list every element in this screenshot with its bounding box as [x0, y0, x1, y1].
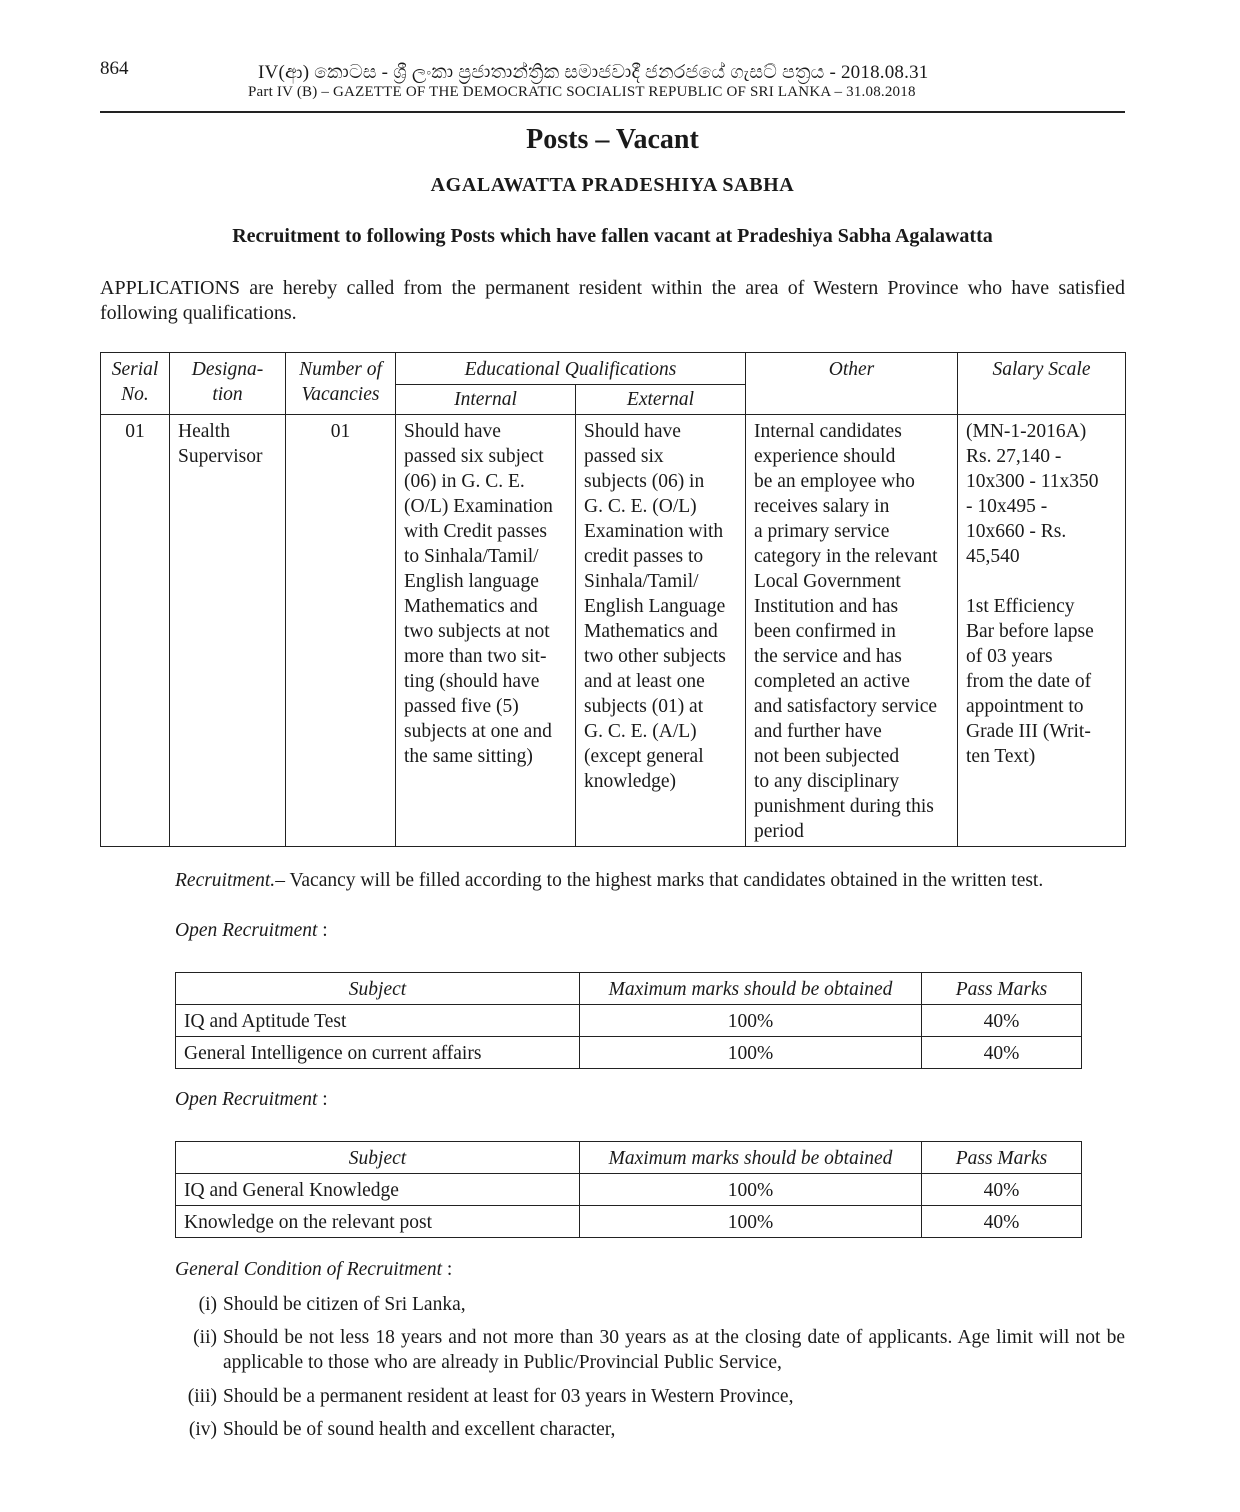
recruitment-note — [175, 870, 1043, 892]
header-external: External — [576, 385, 746, 415]
cell-internal-qualification: Should have passed six subject (06) in G. C. E. (O/L) Examination with Credit passes to Sinhala/Tamil/ English language Mathematics and two subjects at not more than two sit- ting (should have passed five (5) subjects at one and the same sitting) — [396, 415, 576, 847]
cell-serial: 01 — [101, 415, 170, 847]
open-recruitment-label-colon: : — [317, 920, 328, 941]
intro-paragraph: APPLICATIONS are hereby called from the permanent resident within the area of Western Province who have satisfied following qualifications. — [100, 277, 1125, 324]
cell-pass-marks: 40% — [922, 1174, 1082, 1206]
authority-name: AGALAWATTA PRADESHIYA SABHA — [430, 174, 795, 196]
open-recruitment-label — [175, 1089, 328, 1111]
header-english-line: Part IV (B) – GAZETTE OF THE DEMOCRATIC SOCIALIST REPUBLIC OF SRI LANKA – 31.08.2018 — [248, 84, 916, 100]
cell-vacancies: 01 — [286, 415, 396, 847]
open-recruitment-label — [175, 920, 328, 942]
list-item-text: Should be of sound health and excellent character, — [223, 1419, 616, 1440]
cell-pass-marks: 40% — [922, 1005, 1082, 1037]
header-educational-qualifications: Educational Qualifications — [396, 353, 746, 385]
cell-maximum-marks: 100% — [580, 1174, 922, 1206]
header-subject: Subject — [176, 1142, 580, 1174]
table-row — [176, 1005, 1082, 1037]
recruitment-heading: Recruitment to following Posts which have fallen vacant at Pradeshiya Sabha Agalawatta — [232, 225, 993, 247]
list-item-text: Should be not less 18 years and not more than 30 years as at the closing date of applicants. Age limit will not be applicable to those who are already in Public/Provincial Public Service, — [223, 1327, 1125, 1373]
general-conditions-label — [175, 1259, 452, 1281]
page-number: 864 — [100, 58, 129, 79]
list-item-text: Should be a permanent resident at least for 03 years in Western Province, — [223, 1386, 794, 1407]
cell-subject: IQ and General Knowledge — [176, 1174, 580, 1206]
cell-salary-scale: (MN-1-2016A) Rs. 27,140 - 10x300 - 11x350 - 10x495 - 10x660 - Rs. 45,540 1st Efficiency Bar before lapse of 03 years from the date of appointment to Grade III (Writ- ten Text) — [958, 415, 1126, 847]
cell-maximum-marks: 100% — [580, 1037, 922, 1069]
header-pass-marks: Pass Marks — [922, 973, 1082, 1005]
list-item-number: (iii) — [187, 1386, 217, 1407]
recruitment-note-label: Recruitment. — [175, 870, 276, 891]
marks-table — [175, 1141, 1082, 1238]
header-divider — [100, 111, 1125, 113]
list-item-number: (iv) — [188, 1419, 217, 1440]
cell-maximum-marks: 100% — [580, 1005, 922, 1037]
header-sinhala-line: IV(ආ) කොටස - ශ්‍රී ලංකා ප්‍රජාතාන්ත්‍රික සමාජවාදී ජනරජයේ ගැසට් පත්‍රය - 2018.08.31 — [258, 62, 929, 83]
general-conditions-label-text: General Condition of Recruitment — [175, 1259, 443, 1280]
cell-maximum-marks: 100% — [580, 1206, 922, 1238]
cell-other: Internal candidates experience should be an employee who receives salary in a primary service category in the relevant Local Government Institution and has been confirmed in the service and has completed an active and satisfactory service and further have not been subjected to any disciplinary punishment during this period — [746, 415, 958, 847]
cell-pass-marks: 40% — [922, 1037, 1082, 1069]
cell-subject: IQ and Aptitude Test — [176, 1005, 580, 1037]
header-other: Other — [746, 353, 958, 415]
table-row — [176, 1206, 1082, 1238]
section-title: Posts – Vacant — [526, 124, 699, 155]
table-row — [101, 415, 1126, 847]
list-item-text: Should be citizen of Sri Lanka, — [223, 1294, 466, 1315]
header-serial-no: Serial No. — [101, 353, 170, 415]
recruitment-note-text: – Vacancy will be filled according to the highest marks that candidates obtained in the written test. — [275, 870, 1044, 891]
list-item-number: (i) — [198, 1294, 217, 1315]
marks-table — [175, 972, 1082, 1069]
header-pass-marks: Pass Marks — [922, 1142, 1082, 1174]
table-row — [176, 1037, 1082, 1069]
header-internal: Internal — [396, 385, 576, 415]
header-maximum-marks: Maximum marks should be obtained — [580, 1142, 922, 1174]
cell-subject: Knowledge on the relevant post — [176, 1206, 580, 1238]
posts-table — [100, 352, 1126, 847]
header-designation: Designa- tion — [170, 353, 286, 415]
cell-external-qualification: Should have passed six subjects (06) in G. C. E. (O/L) Examination with credit passes to Sinhala/Tamil/ English Language Mathematics and two other subjects and at least one subjects (01) at G. C. E. (A/L) (except general knowledge) — [576, 415, 746, 847]
cell-subject: General Intelligence on current affairs — [176, 1037, 580, 1069]
header-number-of-vacancies: Number of Vacancies — [286, 353, 396, 415]
cell-designation: Health Supervisor — [170, 415, 286, 847]
open-recruitment-label-text: Open Recruitment — [175, 920, 318, 941]
open-recruitment-label-text: Open Recruitment — [175, 1089, 318, 1110]
list-item-number: (ii) — [193, 1327, 217, 1348]
header-subject: Subject — [176, 973, 580, 1005]
table-row — [176, 1174, 1082, 1206]
header-maximum-marks: Maximum marks should be obtained — [580, 973, 922, 1005]
cell-pass-marks: 40% — [922, 1206, 1082, 1238]
open-recruitment-label-colon: : — [317, 1089, 328, 1110]
header-salary-scale: Salary Scale — [958, 353, 1126, 415]
general-conditions-label-colon: : — [442, 1259, 453, 1280]
